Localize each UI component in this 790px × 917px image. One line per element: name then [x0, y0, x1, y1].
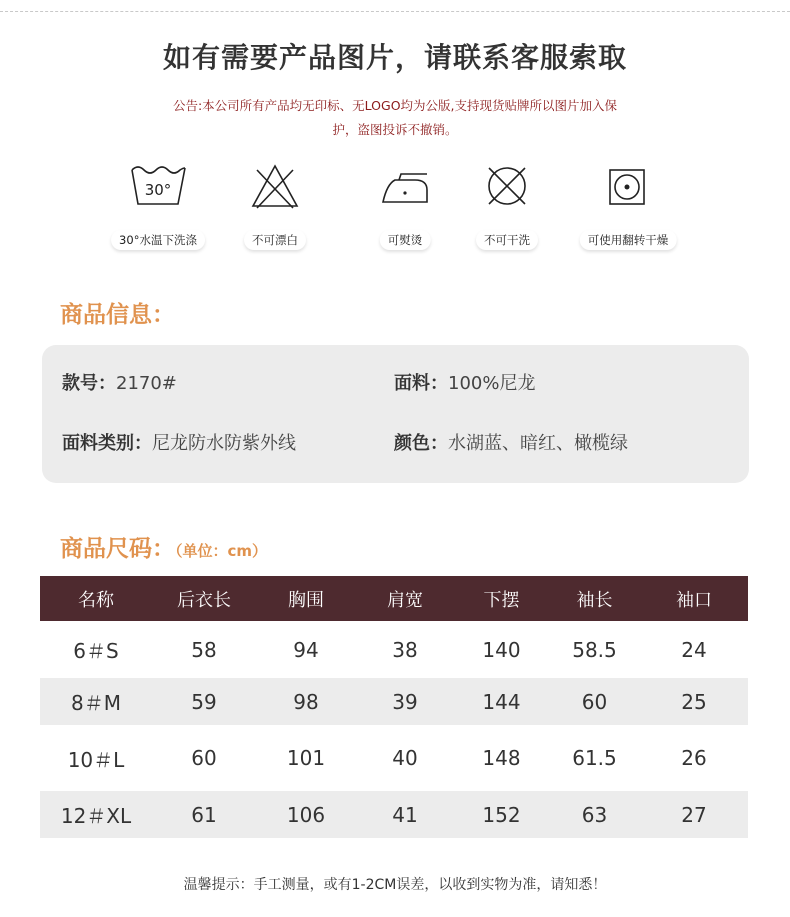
product-info-panel	[42, 345, 749, 483]
info-fabric	[394, 369, 535, 395]
cell-back-length: 61	[191, 802, 217, 827]
care-label-wash: 30°水温下洗涤	[111, 230, 205, 250]
tumble-dry-icon	[598, 160, 658, 210]
cell-sleeve-length: 61.5	[572, 746, 617, 770]
cell-shoulder: 39	[392, 689, 418, 714]
header-cell-hem: 下摆	[483, 589, 520, 611]
cell-cuff: 24	[681, 637, 707, 662]
table-row	[40, 678, 748, 725]
cell-shoulder: 41	[392, 802, 418, 827]
cell-shoulder: 38	[392, 637, 418, 662]
care-label-iron: 可熨烫	[380, 230, 431, 250]
care-item-no-dry-clean	[447, 160, 567, 256]
care-instructions	[0, 160, 790, 260]
cell-chest: 98	[293, 689, 319, 714]
size-chart-title	[60, 530, 267, 563]
cell-size: 10＃L	[67, 747, 125, 772]
notice-line-2: 护，盗图投诉不撤销。	[332, 122, 458, 137]
size-chart-title-text: 商品尺码：	[60, 536, 175, 562]
header-cell-name: 名称	[78, 589, 114, 611]
size-table	[40, 576, 748, 838]
care-item-tumble-dry	[568, 160, 688, 256]
cell-shoulder: 40	[392, 746, 418, 770]
page-title: 如有需要产品图片，请联系客服索取	[162, 41, 627, 74]
cell-sleeve-length: 58.5	[572, 637, 617, 662]
cell-cuff: 26	[681, 746, 707, 770]
table-row	[40, 725, 748, 791]
cell-chest: 106	[286, 802, 326, 827]
notice-text	[110, 94, 680, 142]
cell-size: 8＃M	[71, 691, 121, 715]
info-fabric-label: 面料：	[394, 373, 448, 394]
top-dashed-border	[0, 0, 790, 12]
cell-back-length: 60	[191, 746, 217, 770]
no-bleach-icon	[245, 160, 305, 210]
info-fabric-type-value: 尼龙防水防紫外线	[152, 433, 296, 454]
cell-back-length: 58	[191, 637, 217, 662]
wash-30-icon	[128, 160, 188, 210]
footer-tip: 温馨提示：手工测量，或有1-2CM误差，以收到实物为准，请知悉！	[183, 877, 607, 893]
care-item-no-bleach	[215, 160, 335, 256]
info-fabric-type	[62, 429, 296, 455]
wash-temperature-text: 30°	[144, 181, 172, 199]
table-row	[40, 791, 748, 838]
info-fabric-value: 100%尼龙	[448, 373, 536, 394]
header-cell-cuff: 袖口	[676, 589, 712, 611]
care-item-wash	[98, 160, 218, 256]
cell-chest: 94	[293, 637, 319, 662]
care-label-tumble-dry: 可使用翻转干燥	[580, 230, 677, 250]
care-label-no-bleach: 不可漂白	[244, 230, 306, 250]
info-colors-value: 水湖蓝、暗红、橄榄绿	[448, 433, 628, 454]
info-style-no	[62, 369, 177, 395]
cell-hem: 144	[482, 689, 521, 714]
info-colors-label: 颜色：	[394, 433, 448, 454]
product-info-title: 商品信息：	[60, 302, 175, 328]
header-cell-shoulder: 肩宽	[387, 589, 423, 611]
no-dry-clean-icon	[477, 160, 537, 210]
info-style-no-value: 2170#	[116, 373, 177, 394]
cell-size: 6＃S	[73, 639, 119, 663]
iron-icon	[375, 160, 435, 210]
cell-back-length: 59	[191, 689, 217, 714]
header-cell-chest: 胸围	[288, 589, 324, 611]
notice-line-1: 公告:本公司所有产品均无印标、无LOGO均为公版,支持现货贴牌所以图片加入保	[172, 98, 618, 113]
header-cell-back-length: 后衣长	[177, 589, 231, 611]
table-row	[40, 621, 748, 678]
cell-sleeve-length: 63	[581, 802, 608, 827]
cell-cuff: 27	[681, 802, 707, 827]
cell-hem: 152	[482, 802, 521, 827]
cell-cuff: 25	[681, 689, 707, 714]
care-label-no-dry-clean: 不可干洗	[476, 230, 538, 250]
info-fabric-type-label: 面料类别：	[62, 433, 152, 454]
header-cell-sleeve-length: 袖长	[576, 589, 613, 611]
cell-hem: 140	[482, 637, 521, 662]
cell-sleeve-length: 60	[581, 689, 608, 714]
cell-hem: 148	[482, 746, 521, 770]
info-style-no-label: 款号：	[62, 373, 116, 394]
cell-size: 12＃XL	[60, 804, 132, 828]
info-colors	[394, 429, 628, 455]
size-chart-unit: （单位：cm）	[175, 542, 268, 560]
cell-chest: 101	[286, 746, 326, 770]
size-table-header	[40, 576, 748, 621]
